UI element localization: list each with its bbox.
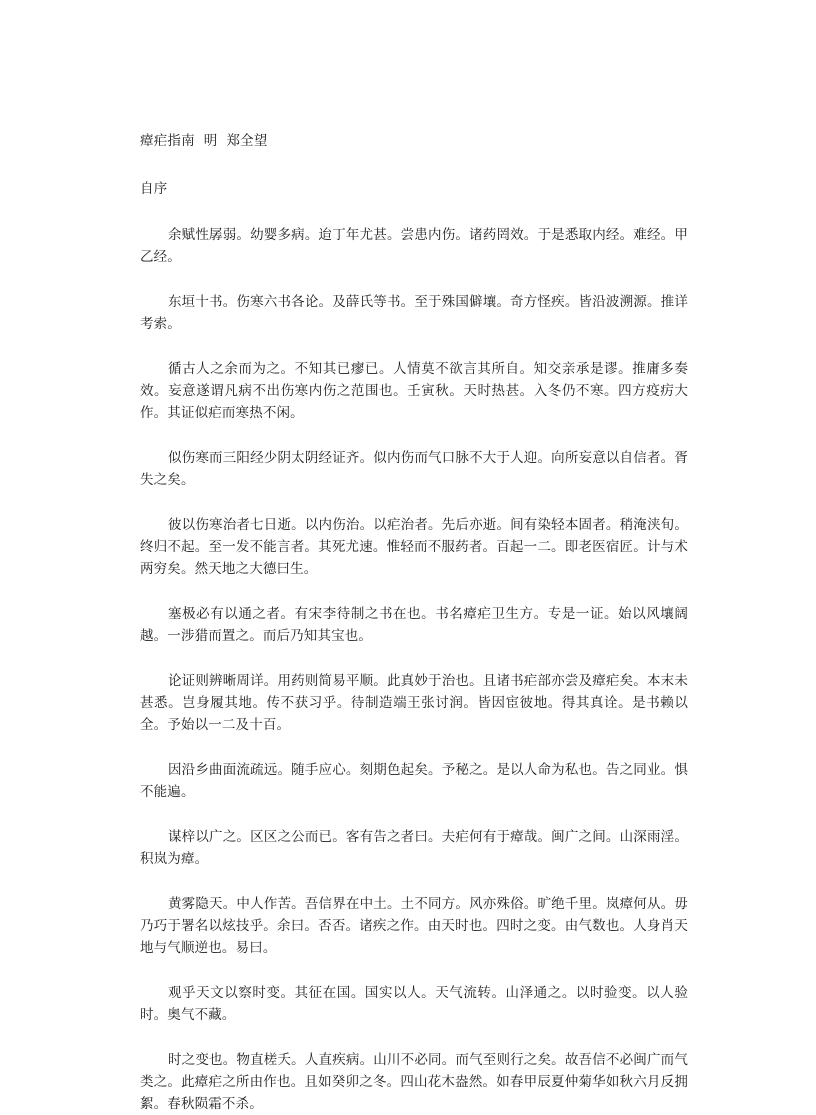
body-paragraph: 塞极必有以通之者。有宋李待制之书在也。书名瘴疟卫生方。专是一证。始以风壤阔越。一涉猎而置之。而后乃知其宝也。 — [140, 606, 688, 644]
body-paragraph: 观乎天文以察时变。其征在国。国实以人。天气流转。山泽通之。以时验变。以人验时。奥气不藏。 — [140, 985, 688, 1023]
body-paragraph: 似伤寒而三阳经少阴太阴经证齐。似内伤而气口脉不大于人迎。向所妄意以自信者。胥失之矣。 — [140, 450, 688, 488]
body-paragraph: 因沿乡曲面流疏远。随手应心。刻期色起矣。予秘之。是以人命为私也。告之同业。惧不能遍。 — [140, 762, 688, 800]
body-paragraph: 余赋性孱弱。幼婴多病。迨丁年尤甚。尝患内伤。诸药罔效。于是悉取内经。难经。甲乙经。 — [140, 227, 688, 265]
document-title: 瘴疟指南 明 郑全望 — [140, 133, 268, 149]
section-heading-preface: 自序 — [140, 181, 168, 197]
body-paragraph: 谋梓以广之。区区之公而已。客有告之者曰。夫疟何有于瘴哉。闽广之间。山深雨淫。积岚为瘴。 — [140, 829, 688, 867]
body-paragraph: 论证则辨晰周详。用药则简易平顺。此真妙于治也。且诸书疟部亦尝及瘴疟矣。本末未甚悉。岂身履其地。传不获习乎。待制造端王张讨润。皆因宦彼地。得其真诠。是书赖以全。予始以一二及十百。 — [140, 673, 688, 733]
body-paragraph: 时之变也。物直槎夭。人直疾病。山川不必同。而气至则行之矣。故吾信不必闽广而气类之。此瘴疟之所由作也。且如癸卯之冬。四山花木盎然。如春甲辰夏仲菊华如秋六月反拥絮。春秋陨霜不杀。 — [140, 1052, 688, 1112]
body-paragraph: 黄雾隐天。中人作苦。吾信界在中土。土不同方。风亦殊俗。旷绝千里。岚瘴何从。毋乃巧于署名以炫技乎。余曰。否否。诸疾之作。由天时也。四时之变。由气数也。人身肖天地与气顺逆也。易曰。 — [140, 896, 688, 956]
document-content — [140, 130, 688, 1115]
body-paragraph: 彼以伤寒治者七日逝。以内伤治。以疟治者。先后亦逝。间有染轻本固者。稍淹浃旬。终归不起。至一发不能言者。其死尤速。惟轻而不服药者。百起一二。即老医宿匠。计与术两穷矣。然天地之大德曰生。 — [140, 517, 688, 577]
body-paragraph: 循古人之余而为之。不知其已瘳已。人情莫不欲言其所自。知交亲承是谬。推庸多奏效。妄意遂谓凡病不出伤寒内伤之范围也。壬寅秋。天时热甚。入冬仍不寒。四方疫疠大作。其证似疟而寒热不闲。 — [140, 361, 688, 421]
body-paragraph: 东垣十书。伤寒六书各论。及薛氏等书。至于殊国僻壤。奇方怪疾。皆沿波溯源。推详考索。 — [140, 294, 688, 332]
